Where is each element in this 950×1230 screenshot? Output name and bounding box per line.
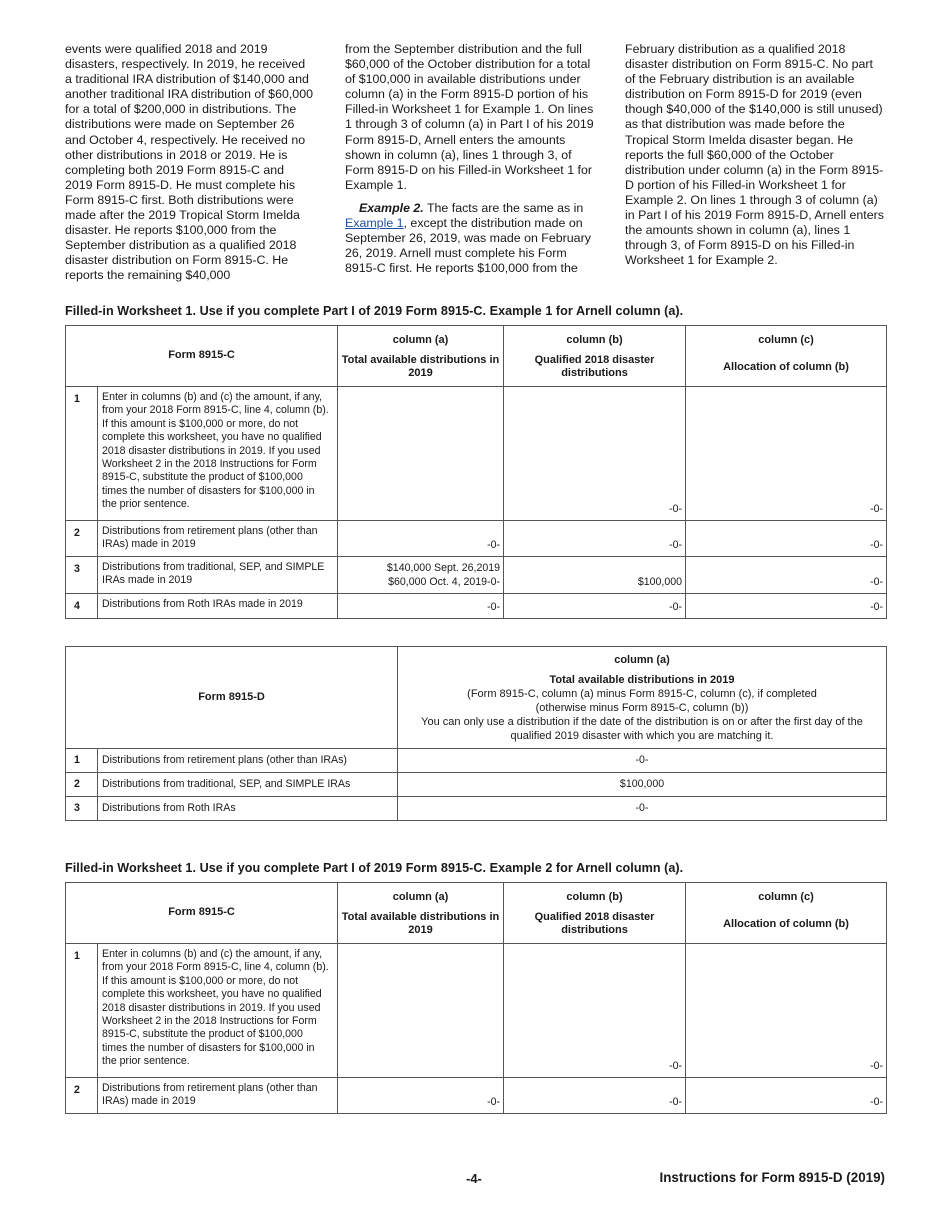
column-a-desc-3: You can only use a distribution if the date of the distribution is on or after the first day of the qualified 2019 disaster with which you are matching it. <box>421 716 863 742</box>
column-a-header <box>398 647 887 749</box>
paragraph: events were qualified 2018 and 2019 disasters, respectively. In 2019, he received a traditional IRA distribution of $140,000 and another traditional IRA distribution of $60,000 for a total of $200,000 in distributions. The distributions were made on September 26 and October 4, respectively. He received no other distributions in 2018 or 2019. He is completing both 2019 Form 8915-C and 2019 Form 8915-D. He must complete his Form 8915-C first. Both distributions were made after the 2019 Tropical Storm Imelda disaster. He reports $100,000 from the September distribution as a qualified 2018 disaster distribution on Form 8915-C. He reports the remaining $40,000 <box>65 42 313 283</box>
worksheet-1-title: Filled-in Worksheet 1. Use if you complete Part I of 2019 Form 8915-C. Example 1 for Arnell column (a). <box>65 304 684 318</box>
line-number: 2 <box>66 773 98 797</box>
line-number: 1 <box>66 387 98 521</box>
column-c-desc: Allocation of column (b) <box>723 918 849 930</box>
table-row <box>66 749 887 773</box>
column-c-value: -0- <box>686 944 887 1078</box>
header-row <box>66 326 887 387</box>
column-a-header <box>338 883 504 944</box>
column-c-name: column (c) <box>758 334 814 346</box>
distribution-line-2: $60,000 Oct. 4, 2019-0- <box>388 575 501 588</box>
column-a-header <box>338 326 504 387</box>
text-column-1 <box>65 42 315 292</box>
line-description: Distributions from retirement plans (other than IRAs) made in 2019 <box>98 521 338 557</box>
text-span: , except the distribution made on September 26, 2019, was made on February 26, 2019. Arnell must complete his Form 8915-C first. He reports $100,000 from the <box>345 216 591 276</box>
table-row <box>66 797 887 821</box>
line-description: Enter in columns (b) and (c) the amount, if any, from your 2018 Form 8915-C, line 4, column (b). If this amount is $100,000 or more, do not complete this worksheet, you have no qualified 2018 disaster distributions in 2019. If you used Worksheet 2 in the 2018 Instructions for Form 8915-C, substitute the product of $100,000 times the number of disasters for $100,000 in the prior sentence. <box>98 944 338 1078</box>
example-1-link[interactable]: Example 1 <box>345 216 404 231</box>
column-a-value <box>338 387 504 521</box>
column-c-value: -0- <box>686 521 887 557</box>
column-a-title: Total available distributions in 2019 <box>549 674 735 686</box>
column-b-desc: Qualified 2018 disaster distributions <box>534 911 655 936</box>
column-b-value: -0- <box>504 1078 686 1114</box>
column-a-desc-1: (Form 8915-C, column (a) minus Form 8915-C, column (c), if completed <box>467 688 817 700</box>
line-description: Distributions from traditional, SEP, and SIMPLE IRAs <box>98 773 398 797</box>
table-row <box>66 944 887 1078</box>
column-a-value: -0- <box>338 594 504 619</box>
header-row <box>66 647 887 749</box>
intro-text <box>65 42 885 292</box>
line-number: 2 <box>66 1078 98 1114</box>
example-2-heading: Example 2. <box>359 200 424 215</box>
paragraph: February distribution as a qualified 2018 disaster distribution on Form 8915-C. No part of the February distribution is an available distribution on Form 8915-D for 2019 (even though $40,000 of the $140,000 is still unused) as that distribution was made before the Tropical Storm Imelda disaster began. He reports the full $60,000 of the October distribution under column (a) in the Form 8915-D portion of his Filled-in Worksheet 1 for Example 2. On lines 1 through 3 of column (a) in Part I of his 2019 Form 8915-D, Arnell enters the amounts shown in column (a), lines 1 through 3, of Form 8915-D on his Filled-in Worksheet 1 for Example 2. <box>625 42 884 268</box>
text-span: The facts are the same as in <box>423 200 584 215</box>
worksheet-2-table <box>65 882 887 1114</box>
column-c-value: -0- <box>686 557 887 594</box>
worksheet-1-table <box>65 325 887 619</box>
worksheet-2-title: Filled-in Worksheet 1. Use if you complete Part I of 2019 Form 8915-C. Example 2 for Arnell column (a). <box>65 861 684 875</box>
line-number: 1 <box>66 749 98 773</box>
column-c-desc: Allocation of column (b) <box>723 361 849 373</box>
column-b-value: -0- <box>504 944 686 1078</box>
column-c-value: -0- <box>686 594 887 619</box>
column-a-desc: Total available distributions in 2019 <box>341 911 500 936</box>
document-title: Instructions for Form 8915-D (2019) <box>659 1170 885 1185</box>
line-number: 2 <box>66 521 98 557</box>
line-description: Distributions from Roth IRAs made in 2019 <box>98 594 338 619</box>
table-row <box>66 521 887 557</box>
column-c-name: column (c) <box>758 891 814 903</box>
column-b-desc: Qualified 2018 disaster distributions <box>534 354 655 379</box>
column-b-header <box>504 326 686 387</box>
page-number: -4- <box>466 1171 482 1186</box>
table-row <box>66 387 887 521</box>
column-a-name: column (a) <box>392 334 449 346</box>
column-c-header <box>686 326 887 387</box>
line-number: 4 <box>66 594 98 619</box>
form-label: Form 8915-D <box>66 647 398 749</box>
column-a-desc-2: (otherwise minus Form 8915-C, column (b)) <box>535 702 749 714</box>
column-b-name: column (b) <box>566 334 623 346</box>
line-description: Distributions from retirement plans (other than IRAs) made in 2019 <box>98 1078 338 1114</box>
column-c-value: -0- <box>686 387 887 521</box>
distribution-line-1: $140,000 Sept. 26,2019 <box>386 562 501 575</box>
column-b-header <box>504 883 686 944</box>
column-b-value: -0- <box>504 594 686 619</box>
column-a-name: column (a) <box>392 891 449 903</box>
line-number: 1 <box>66 944 98 1078</box>
table-row <box>66 557 887 594</box>
line-description: Distributions from traditional, SEP, and SIMPLE IRAs made in 2019 <box>98 557 338 594</box>
form-label: Form 8915-C <box>66 883 338 944</box>
paragraph-example-2 <box>345 201 595 276</box>
column-c-header <box>686 883 887 944</box>
column-a-value <box>338 944 504 1078</box>
paragraph: from the September distribution and the full $60,000 of the October distribution for a total of $100,000 in available distributions under column (a) in the Form 8915-D portion of his Filled-in Worksheet 1 for Example 1. On lines 1 through 3 of column (a) in Part I of his 2019 Form 8915-D, Arnell enters the amounts shown in column (a), lines 1 through 3, of Form 8915-D on his Filled-in Worksheet 1 for Example 1. <box>345 42 594 192</box>
text-column-2 <box>345 42 595 292</box>
table-row <box>66 1078 887 1114</box>
column-b-value: $100,000 <box>504 557 686 594</box>
column-a-value <box>338 557 504 594</box>
line-description: Distributions from retirement plans (other than IRAs) <box>98 749 398 773</box>
form-label: Form 8915-C <box>66 326 338 387</box>
column-b-name: column (b) <box>566 891 623 903</box>
form-8915-d-table <box>65 646 887 821</box>
column-a-value: -0- <box>338 521 504 557</box>
column-b-value: -0- <box>504 521 686 557</box>
column-c-value: -0- <box>686 1078 887 1114</box>
text-column-3 <box>625 42 885 292</box>
column-a-desc: Total available distributions in 2019 <box>341 354 500 379</box>
header-row <box>66 883 887 944</box>
line-description: Distributions from Roth IRAs <box>98 797 398 821</box>
line-number: 3 <box>66 557 98 594</box>
line-number: 3 <box>66 797 98 821</box>
column-a-value: -0- <box>398 749 887 773</box>
column-b-value: -0- <box>504 387 686 521</box>
column-a-name: column (a) <box>614 654 670 666</box>
table-row <box>66 773 887 797</box>
column-a-value: -0- <box>398 797 887 821</box>
column-a-value: -0- <box>338 1078 504 1114</box>
column-a-value: $100,000 <box>398 773 887 797</box>
line-description: Enter in columns (b) and (c) the amount, if any, from your 2018 Form 8915-C, line 4, column (b). If this amount is $100,000 or more, do not complete this worksheet, you have no qualified 2018 disaster distributions in 2019. If you used Worksheet 2 in the 2018 Instructions for Form 8915-C, substitute the product of $100,000 times the number of disasters for $100,000 in the prior sentence. <box>98 387 338 521</box>
table-row <box>66 594 887 619</box>
